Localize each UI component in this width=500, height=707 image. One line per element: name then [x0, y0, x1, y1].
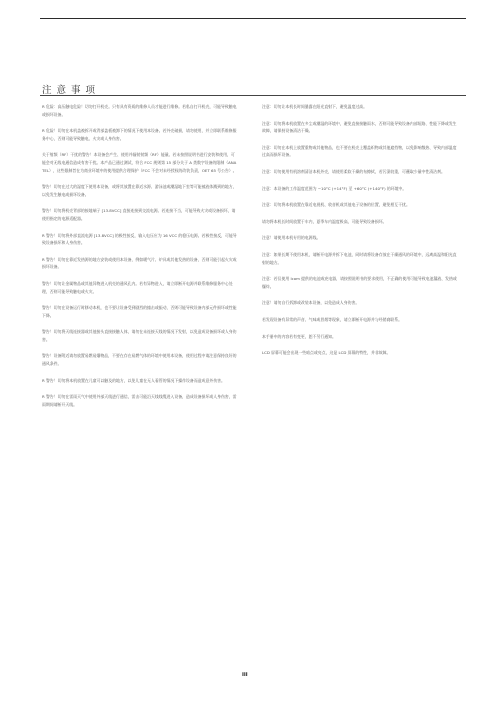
caution-paragraph: 注意：切勿使用有机溶剂清洁本机外壳，请使用柔软干燥的布擦拭，若污渍较重，可蘸取少量中性清洁剂。 [262, 168, 445, 174]
caution-paragraph: 请勿将本机长时间放置于车内，夏季车内温度极高，可能导致设备损坏。 [262, 218, 387, 224]
caution-paragraph: 注意！请使用本机专用的电源线。 [262, 235, 321, 241]
title-underline [40, 95, 466, 96]
safety-paragraph: 关于射频（RF）干扰的警告！本设备会产生、使用并辐射射频（RF）能量。若未按照说明书进行安装和使用，可能会对无线电通信造成有害干扰。本产品已通过测试，符合 FCC 规则第 15 部分关于 A 类数字设备的限制（ANATEL），这些限制旨在为商业环境中的使用提供合理保护（FCC 不会对未经授权的改装负责，OET 65 号公告）。 [42, 152, 237, 173]
safety-paragraph: R 警告！切勿将本机放置在儿童可以触及的地方，以免儿童在无人看管的情况下操作设备而造成意外伤害。 [42, 377, 225, 383]
safety-paragraph: 警告！切勿让金属物品或其他异物进入机壳的通风孔内。若有异物进入，请立即断开电源并联系维修服务中心处理，否则可能导致触电或火灾。 [42, 280, 233, 294]
caution-paragraph: 注意：若仅使用 Icom 提供的电池或充电器，请按照说明书的要求使用，不正确的使用可能导致电池漏液、发热或爆炸。 [262, 276, 457, 289]
safety-paragraph: 警告！设备附近请勿放置易燃易爆物品，不要在存在易燃气体的环境中使用本设备，使用过程中请注意保持良好的通风条件。 [42, 353, 237, 367]
caution-paragraph: 注意：切勿将本机放置在多尘或潮湿的环境中，避免直接接触雨水，否则可能导致设备内部短路、性能下降或发生故障，请保持设备清洁干燥。 [262, 120, 457, 134]
caution-paragraph: 注意：切勿将本机放置在靠近电视机、收音机或其他电子设备的位置，避免相互干扰。 [262, 202, 410, 208]
safety-paragraph: R 危险！切勿在本机盖被拆开或背部盖板被卸下的情况下使用本设备。若外壳破损，请勿使用，并立即联系维修服务中心，否则可能导致触电、火灾或人身伤害。 [42, 128, 237, 141]
caution-paragraph: 注意：切勿让本机长时间暴露在阳光直射下，避免温度过高。 [262, 104, 368, 109]
caution-paragraph: 本手册中的内容若有变更，恕不另行通知。 [262, 333, 336, 339]
left-column [42, 103, 237, 417]
page-number: iii [242, 672, 248, 678]
caution-paragraph: 若发现设备有异常的声音、气味或冒烟等现象，请立即断开电源并与经销商联系。 [262, 316, 403, 322]
safety-paragraph: 警告！切勿在过大的湿度下使用本设备，或将其放置在靠近水源、游泳池或潮湿地下室等可能被液体溅到的地方，以免发生触电或损坏设备。 [42, 184, 237, 197]
header-rule [40, 18, 466, 19]
caution-paragraph: 注意：本设备的工作温度范围为 −10°C (+14°F) 至 +60°C (+140°F) 的环境中。 [262, 185, 407, 191]
caution-paragraph: 注意！请勿自行拆卸或改装本设备，以免造成人身伤害。 [262, 300, 360, 306]
safety-paragraph: 警告！切勿在设备运行时移动本机，也不要让设备受到剧烈的撞击或振动，否则可能导致设备内部元件损坏或性能下降。 [42, 305, 237, 318]
right-column [262, 103, 460, 366]
safety-paragraph: R 警告！切勿将外部直流电源 [13.8VCC] 的极性接反，输入电压应为 16 VCC 的稳压电源。若极性接反，可能导致设备损坏和人身伤害。 [42, 232, 237, 246]
safety-paragraph: R 警告！切勿在雷雨天气中使用外部天线进行通信，雷击可能沿天线线缆进入设备，造成设备损坏或人身伤害，雷雨期间请断开天线。 [42, 394, 237, 407]
caution-paragraph: 注意：切勿在本机上放置重物或其他物品，也不要在机壳上覆盖织物或其他遮挡物，以免影响散热、导致内部温度过高而损坏设备。 [262, 144, 457, 158]
safety-paragraph: R 警告！切勿在靠近发热源的地方安装或使用本设备，例如暖气片、炉具或其他发热的设备，否则可能引起火灾或损坏设备。 [42, 256, 237, 270]
caution-paragraph: LCD 屏幕可能会出现一些暗点或亮点，这是 LCD 屏幕的特性，并非故障。 [262, 350, 391, 356]
caution-paragraph: 注意：如果长期不使用本机，请断开电源并拆下电池，同时请将设备存放在干燥通风的环境中，远离高温和阳光直射的地方。 [262, 251, 457, 265]
safety-paragraph: R 危险：高压触电危险！切勿打开机壳。只有具有资质的维修人员才能进行维修。若私自打开机壳，可能导致触电或损坏设备。 [42, 104, 237, 117]
safety-paragraph: 警告！切勿将机壳背部的接地端子 [13.8VCC] 直接连接到交流电源。若连接不当，可能导致火灾或设备损坏，请使用指定的电源适配器。 [42, 208, 236, 221]
safety-paragraph: 警告！切勿将天线连接器或其他接头直接接触人体，请勿在未连接天线的情况下发射，以免造成设备损坏或人身伤害。 [42, 329, 237, 342]
page-title: 注 意 事 项 [42, 85, 97, 96]
